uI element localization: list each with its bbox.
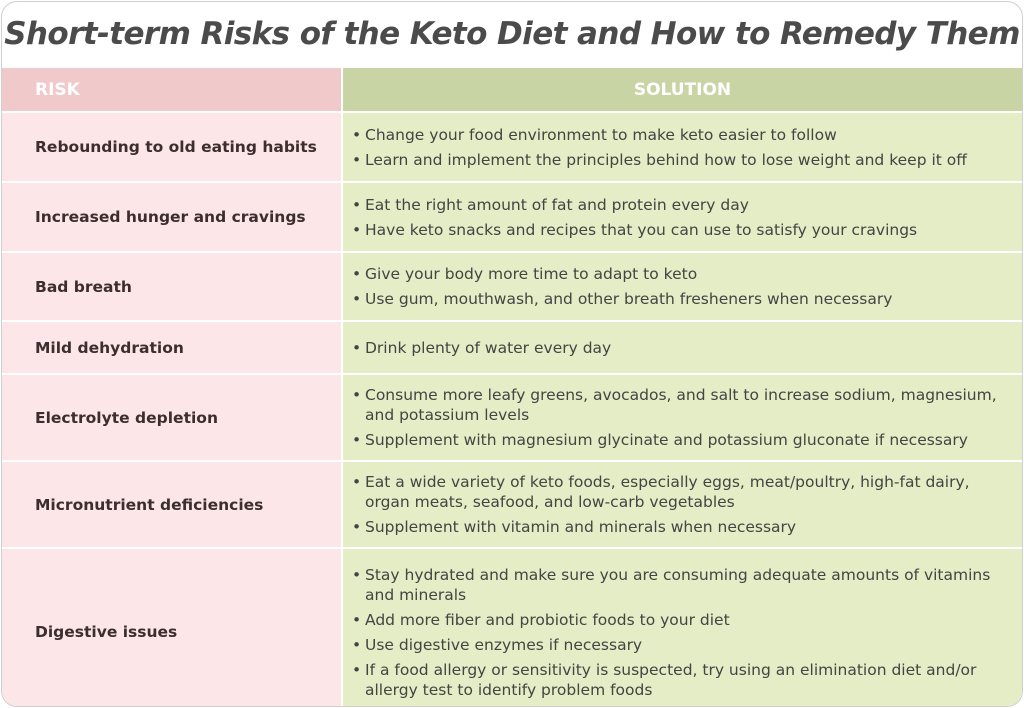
solution-cell bbox=[343, 253, 1022, 320]
table-header bbox=[2, 68, 1022, 111]
table-row bbox=[2, 181, 1022, 251]
solution-item: • If a food allergy or sensitivity is suspected, try using an elimination diet and/or allergy test to identify problem foods bbox=[352, 660, 1002, 700]
solution-item: • Eat a wide variety of keto foods, especially eggs, meat/poultry, high-fat dairy, organ meats, seafood, and low-carb vegetables bbox=[352, 472, 1002, 512]
column-header-solution: SOLUTION bbox=[343, 68, 1022, 111]
risk-cell: Mild dehydration bbox=[2, 322, 341, 373]
solution-cell bbox=[343, 113, 1022, 181]
column-header-risk: RISK bbox=[2, 68, 341, 111]
solution-item: • Supplement with vitamin and minerals when necessary bbox=[352, 517, 1002, 537]
solution-item: • Drink plenty of water every day bbox=[352, 338, 1002, 358]
solution-item: • Have keto snacks and recipes that you can use to satisfy your cravings bbox=[352, 220, 1002, 240]
solution-item: • Give your body more time to adapt to keto bbox=[352, 264, 1002, 284]
solution-cell bbox=[343, 462, 1022, 547]
solution-item: • Supplement with magnesium glycinate and potassium gluconate if necessary bbox=[352, 430, 1002, 450]
table-row bbox=[2, 251, 1022, 320]
risk-solution-table bbox=[2, 68, 1022, 707]
risk-cell: Rebounding to old eating habits bbox=[2, 113, 341, 181]
solution-item: • Consume more leafy greens, avocados, and salt to increase sodium, magnesium, and potassium levels bbox=[352, 385, 1002, 425]
risk-cell: Bad breath bbox=[2, 253, 341, 320]
solution-cell bbox=[343, 322, 1022, 373]
page-title: Short-term Risks of the Keto Diet and How to Remedy Them bbox=[4, 16, 1020, 52]
table-row bbox=[2, 460, 1022, 547]
table-row bbox=[2, 111, 1022, 181]
solution-item: • Learn and implement the principles behind how to lose weight and keep it off bbox=[352, 150, 1002, 170]
solution-item: • Eat the right amount of fat and protein every day bbox=[352, 195, 1002, 215]
risk-cell: Electrolyte depletion bbox=[2, 375, 341, 460]
solution-item: • Change your food environment to make keto easier to follow bbox=[352, 125, 1002, 145]
risk-cell: Micronutrient deficiencies bbox=[2, 462, 341, 547]
solution-item: • Use gum, mouthwash, and other breath fresheners when necessary bbox=[352, 289, 1002, 309]
solution-item: • Add more fiber and probiotic foods to your diet bbox=[352, 610, 1002, 630]
risk-cell: Increased hunger and cravings bbox=[2, 183, 341, 251]
risk-cell: Digestive issues bbox=[2, 549, 341, 707]
solution-item: • Use digestive enzymes if necessary bbox=[352, 635, 1002, 655]
table-row bbox=[2, 320, 1022, 373]
table-row bbox=[2, 547, 1022, 707]
infographic-card bbox=[1, 1, 1023, 707]
solution-item: • Stay hydrated and make sure you are consuming adequate amounts of vitamins and minerals bbox=[352, 565, 1002, 605]
solution-cell bbox=[343, 375, 1022, 460]
solution-cell bbox=[343, 549, 1022, 707]
table-row bbox=[2, 373, 1022, 460]
solution-cell bbox=[343, 183, 1022, 251]
